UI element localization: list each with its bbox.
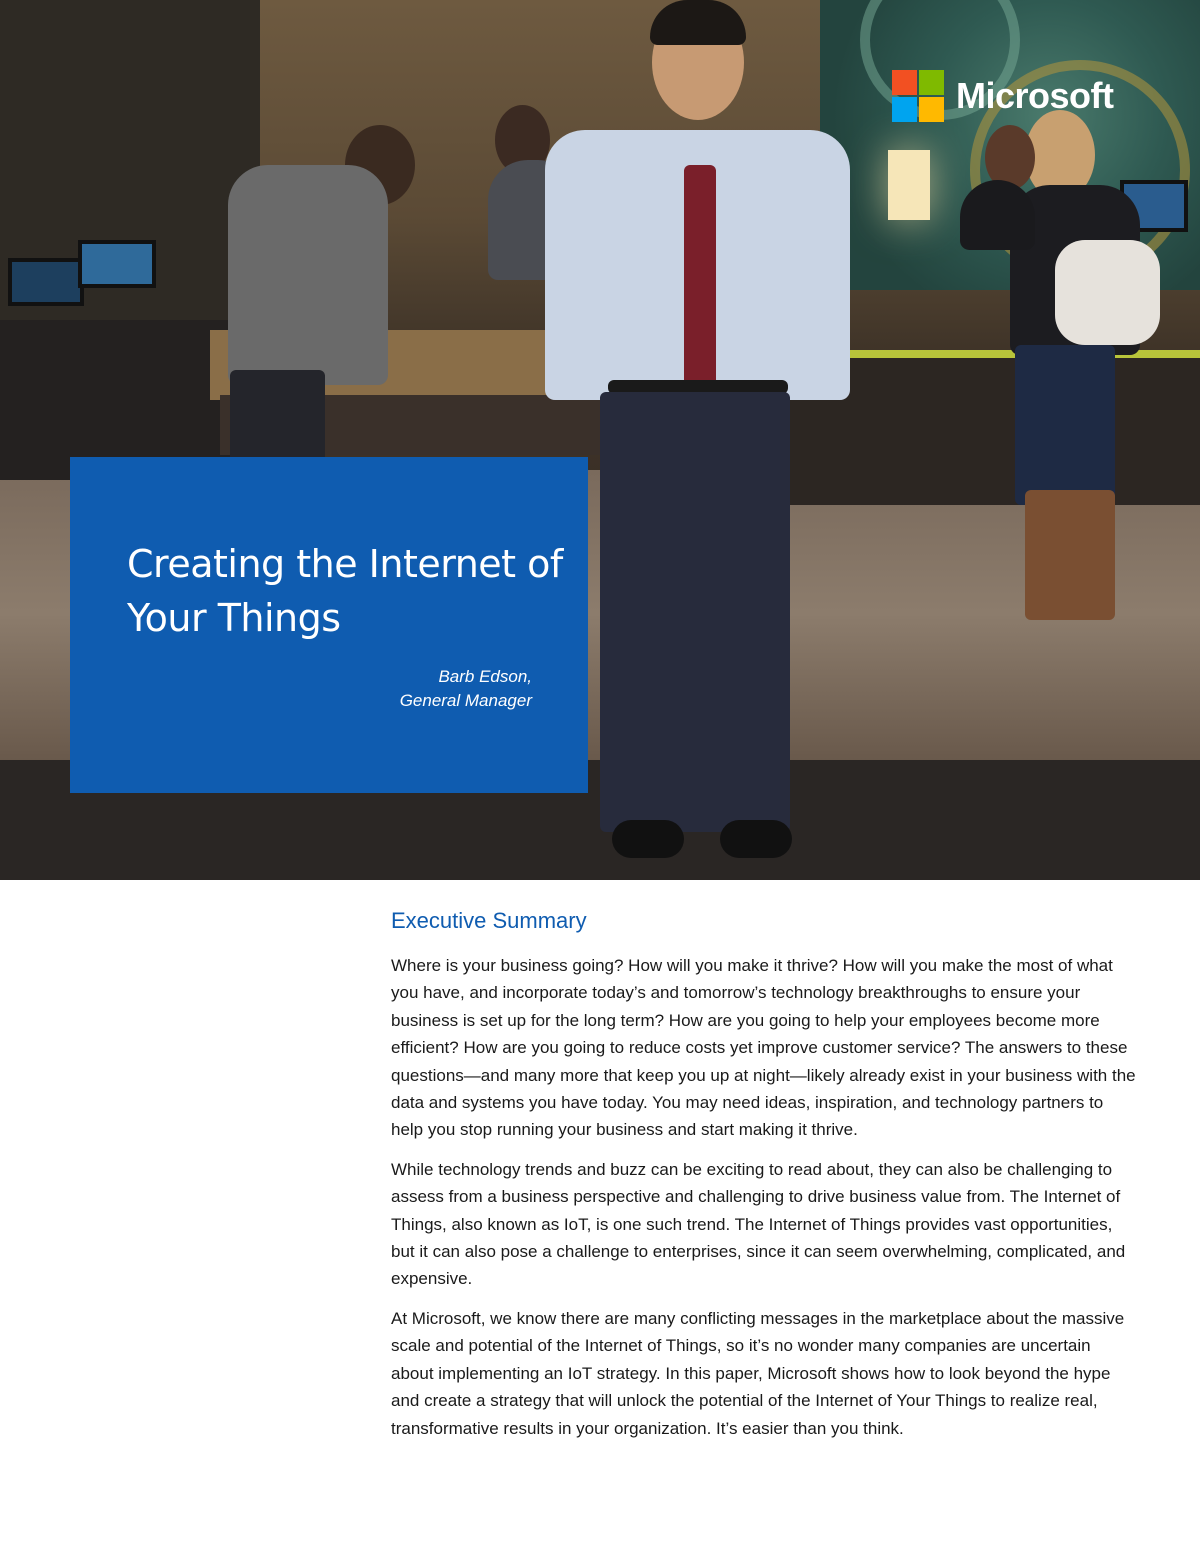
photo-counter-right [790,355,1200,505]
executive-summary [391,908,1136,1454]
logo-square-red [892,70,917,95]
summary-paragraph: Where is your business going? How will you make it thrive? How will you make the most of what you have, and incorporate today’s and tomorrow’s technology breakthroughs to ensure your business is set up for the long term? How are you going to help your employees become more efficient? How are you going to reduce costs yet improve customer service? The answers to these questions—and many more that keep you up at night—likely already exist in your business with the data and systems you have today. You may need ideas, inspiration, and technology partners to help you stop running your business and start making it thrive. [391,956,1136,1140]
photo-counter-edge [790,350,1200,358]
photo-screen [8,258,84,306]
photo-screen [78,240,156,288]
document-title: Creating the Internet of Your Things [127,542,563,640]
logo-square-yellow [919,97,944,122]
summary-paragraph: While technology trends and buzz can be exciting to read about, they can also be challenging to assess from a business perspective and challenging to drive business value from. The Internet of Things, also known as IoT, is one such trend. The Internet of Things provides vast opportunities, but it can also pose a challenge to enterprises, since it can seem overwhelming, complicated, and expensive. [391,1159,1126,1289]
logo-square-blue [892,97,917,122]
author-block [400,665,532,713]
microsoft-logo [892,70,1114,122]
photo-lamp [888,150,930,220]
cover-title-box [70,457,588,793]
author-name: Barb Edson, [438,667,532,686]
photo-counter-left [0,320,230,480]
microsoft-wordmark: Microsoft [956,75,1114,116]
microsoft-logo-icon [892,70,944,122]
logo-square-green [919,70,944,95]
section-heading: Executive Summary [391,908,587,933]
summary-paragraph: At Microsoft, we know there are many conflicting messages in the marketplace about the massive scale and potential of the Internet of Things, so it’s no wonder many companies are uncertain about implementing an IoT strategy. In this paper, Microsoft shows how to look beyond the hype and create a strategy that will unlock the potential of the Internet of Your Things to realize real, transformative results in your organization. It’s easier than you think. [391,1308,1125,1438]
author-role: General Manager [399,691,532,710]
